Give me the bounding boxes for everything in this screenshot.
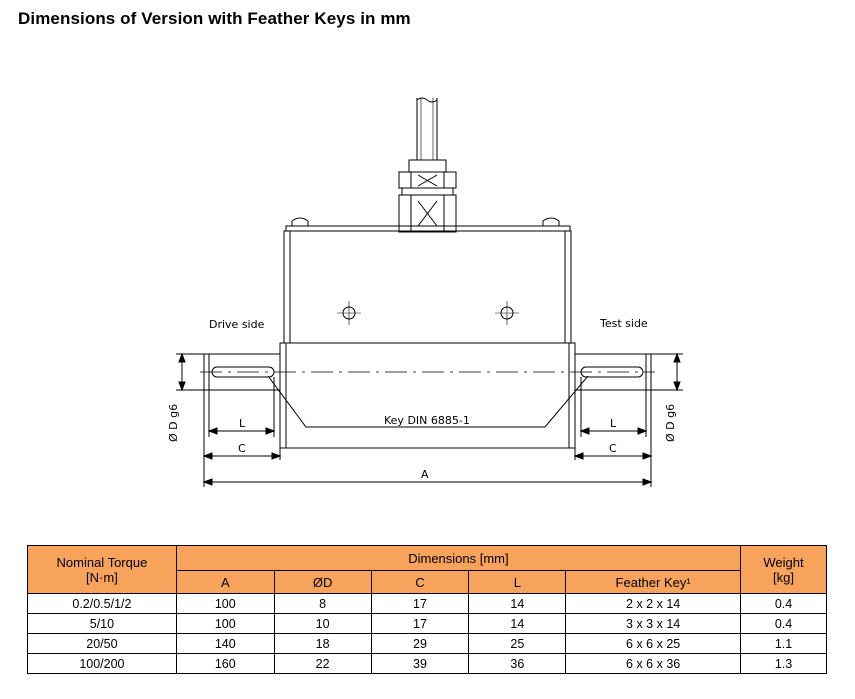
l-cell: 25 xyxy=(469,634,566,654)
test-side-label: Test side xyxy=(600,317,648,330)
dia-left-label: Ø D g6 xyxy=(167,403,180,442)
d-cell: 18 xyxy=(274,634,371,654)
weight-label: Weight xyxy=(763,554,804,570)
page-title: Dimensions of Version with Feather Keys in mm xyxy=(18,9,411,28)
a-cell: 140 xyxy=(176,634,274,654)
col-a-header: A xyxy=(176,571,274,594)
a-cell: 160 xyxy=(176,654,274,674)
weight-cell: 1.3 xyxy=(741,654,827,674)
table-row xyxy=(28,614,827,634)
d-cell: 10 xyxy=(274,614,371,634)
dim-l-left-label: L xyxy=(239,417,246,430)
dimensions-header: Dimensions [mm] xyxy=(176,546,740,571)
key-label: Key DIN 6885-1 xyxy=(384,414,470,427)
a-cell: 100 xyxy=(176,594,274,614)
weight-cell: 0.4 xyxy=(741,614,827,634)
torque-cell: 100/200 xyxy=(28,654,177,674)
col-c-header: C xyxy=(371,571,469,594)
l-cell: 36 xyxy=(469,654,566,674)
cable-gland xyxy=(399,160,456,232)
dimensions-table xyxy=(27,545,827,674)
dim-c-left-label: C xyxy=(238,442,246,455)
table-row xyxy=(28,654,827,674)
col-l-header: L xyxy=(469,571,566,594)
table-row xyxy=(28,594,827,614)
c-cell: 39 xyxy=(371,654,469,674)
dia-right-label: Ø D g6 xyxy=(664,403,677,442)
c-cell: 29 xyxy=(371,634,469,654)
c-cell: 17 xyxy=(371,594,469,614)
key-cell: 6 x 6 x 36 xyxy=(566,654,741,674)
dim-l-right-label: L xyxy=(610,417,617,430)
nominal-torque-unit: [N·m] xyxy=(86,569,118,585)
weight-header xyxy=(741,546,827,594)
l-cell: 14 xyxy=(469,614,566,634)
dim-a-label: A xyxy=(421,468,429,481)
nominal-torque-label: Nominal Torque xyxy=(56,554,148,570)
weight-unit: [kg] xyxy=(773,569,794,585)
mounting-holes xyxy=(337,301,519,325)
l-cell: 14 xyxy=(469,594,566,614)
torque-cell: 5/10 xyxy=(28,614,177,634)
key-cell: 2 x 2 x 14 xyxy=(566,594,741,614)
table-header-row xyxy=(28,546,827,571)
key-cell: 3 x 3 x 14 xyxy=(566,614,741,634)
torque-cell: 20/50 xyxy=(28,634,177,654)
torque-cell: 0.2/0.5/1/2 xyxy=(28,594,177,614)
table-row xyxy=(28,634,827,654)
key-cell: 6 x 6 x 25 xyxy=(566,634,741,654)
weight-cell: 1.1 xyxy=(741,634,827,654)
drive-side-label: Drive side xyxy=(209,318,265,331)
weight-cell: 0.4 xyxy=(741,594,827,614)
cable xyxy=(417,98,437,160)
d-cell: 8 xyxy=(274,594,371,614)
a-cell: 100 xyxy=(176,614,274,634)
mount-screws xyxy=(286,218,570,231)
col-d-header: ØD xyxy=(274,571,371,594)
c-cell: 17 xyxy=(371,614,469,634)
d-cell: 22 xyxy=(274,654,371,674)
dim-c-right-label: C xyxy=(609,442,617,455)
col-key-header: Feather Key¹ xyxy=(566,571,741,594)
nominal-torque-header xyxy=(28,546,177,594)
